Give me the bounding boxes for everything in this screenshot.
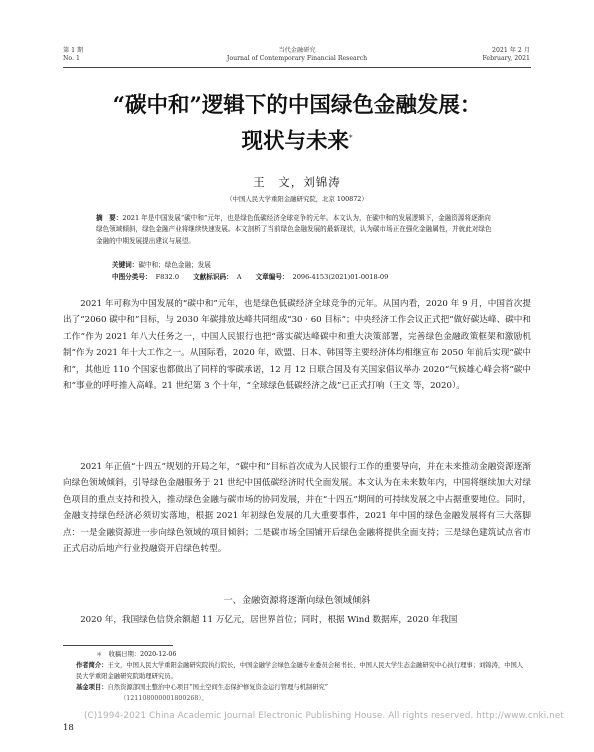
fund-label: 基金项目： xyxy=(76,684,108,691)
classification-line xyxy=(112,271,392,281)
keywords xyxy=(112,259,211,269)
body-paragraph-3: 2020 年，我国绿色信贷余额超 11 万亿元，居世界首位；同时，根据 Wind 数据库，2020 年我国 xyxy=(80,615,458,625)
page-number: 18 xyxy=(63,723,74,733)
abstract xyxy=(96,213,496,247)
cnki-watermark: (C)1994-2021 China Academic Journal Electronic Publishing House. All rights reserved. http://www.cnki.net xyxy=(84,711,564,721)
journal-name-en: Journal of Contemporary Financial Research xyxy=(226,55,368,62)
doc-code-label: 文献标识码： xyxy=(193,273,233,281)
abstract-label: 摘 要： xyxy=(96,214,123,222)
article-no-value: 2096-4153(2021)01-0018-09 xyxy=(292,273,389,281)
header-rule xyxy=(63,67,531,68)
date-en: February, 2021 xyxy=(482,55,530,62)
keywords-label: 关键词： xyxy=(112,261,139,269)
fund-text: 自然资源部国土整治中心项目“国土空间生态保护修复资金运行管理与机制研究” xyxy=(107,684,329,691)
issue-en: No. 1 xyxy=(63,55,80,62)
body-paragraph-2: 2021 年正值“十四五”规划的开局之年，“碳中和”目标首次成为人民银行工作的重要导向，并在未来推动金融资源逐渐向绿色领域倾斜，引导绿色金融服务于 21 世纪中国低碳经济时代全面发展。本文认为在未来数年内，中国将继续加大对绿色项目的重点支持和投入，推动绿色金融与碳市场的协同发展，并在“十四五”期间的可持续发展之中占据重要地位。同时，金融支持绿色经济必须切实落地，根据 2021 年初绿色发展的几大重要事件，2021 年中国的绿色金融发展将有三大落脚点：一是金融资源进一步向绿色领域的项目倾斜；二是碳市场全国铺开后绿色金融将提供全面支持；三是绿色建筑试点省市正式启动后地产行业投融资开启绿色转型。 xyxy=(63,462,531,555)
author-bio-label: 作者简介： xyxy=(76,662,108,669)
doc-code-value: A xyxy=(236,273,242,281)
footnote-rule xyxy=(63,645,173,646)
fund-code: （121108000001800268）。 xyxy=(120,695,208,702)
title-footnote-mark[interactable]: * xyxy=(349,134,353,142)
affiliation: （中国人民大学重阳金融研究院，北京 100872） xyxy=(226,195,368,203)
clc-label: 中图分类号： xyxy=(112,273,152,281)
issue-cn: 第 1 期 xyxy=(63,47,84,54)
footnote-fund xyxy=(76,683,526,694)
article-no-label: 文章编号： xyxy=(255,273,289,281)
footnote-received: ＊ 收稿日期：2020-12-06 xyxy=(96,651,177,658)
body-paragraph-1: 2021 年可称为中国发展的“碳中和”元年，也是绿色低碳经济全球竞争的元年。从国内看，2020 年 9 月，中国首次提出了“2060 碳中和”目标，与 2030 年碳排放达峰共同组成“30 · 60 目标”；中央经济工作会议正式把“做好碳达峰、碳中和工作”作为 2021 年八大任务之一，中国人民银行也把“落实碳达峰碳中和重大决策部署，完善绿色金融政策框架和激励机制”作为 2021 年十大工作之一。从国际看，2020 年，欧盟、日本、韩国等主要经济体均相继宣布 2050 年前后实现“碳中和”，其他近 110 个国家也都做出了同样的零碳承诺，12 月 12 日联合国及有关国家倡议举办 2020“气候雄心峰会将“碳中和”事业的呼吁推入高峰。21 世纪第 3 个十年，“全球绿色低碳经济之战”已正式打响（王文 等，2020）。 xyxy=(63,299,531,392)
author-bio-text: 王文，中国人民大学重阳金融研究院执行院长，中国金融学会绿色金融专业委员会秘书长、中国人民大学生态金融研究中心执行理事；刘锦涛，中国人民大学重阳金融研究院助理研究员。 xyxy=(76,662,524,680)
authors: 王 文，刘锦涛 xyxy=(253,175,341,189)
journal-name-cn: 当代金融研究 xyxy=(278,47,316,54)
section-heading-1: 一、金融资源将逐渐向绿色领域倾斜 xyxy=(223,595,371,606)
footnote-author-bio xyxy=(76,661,526,683)
date-cn: 2021 年 2 月 xyxy=(492,47,530,54)
running-header-date xyxy=(482,47,530,63)
article-title-line1: “碳中和”逻辑下的中国绿色金融发展： xyxy=(112,93,482,118)
keywords-text: 碳中和；绿色金融；发展 xyxy=(138,261,211,269)
clc-value: F832.0 xyxy=(155,273,180,281)
abstract-text: 2021 年是中国发展“碳中和”元年，也是绿色低碳经济全球竞争的元年。本文认为，在碳中和的发展逻辑下，金融资源将逐渐向绿色领域倾斜，绿色金融产业将继续快速发展。本文剖析了当前绿色金融发展的最新现状，认为碳市场正在强化金融属性，并就此对绿色金融的中期发展提出建议与展望。 xyxy=(96,214,492,245)
title-text: 现状与未来 xyxy=(241,129,349,155)
article-title-line2 xyxy=(0,122,594,158)
